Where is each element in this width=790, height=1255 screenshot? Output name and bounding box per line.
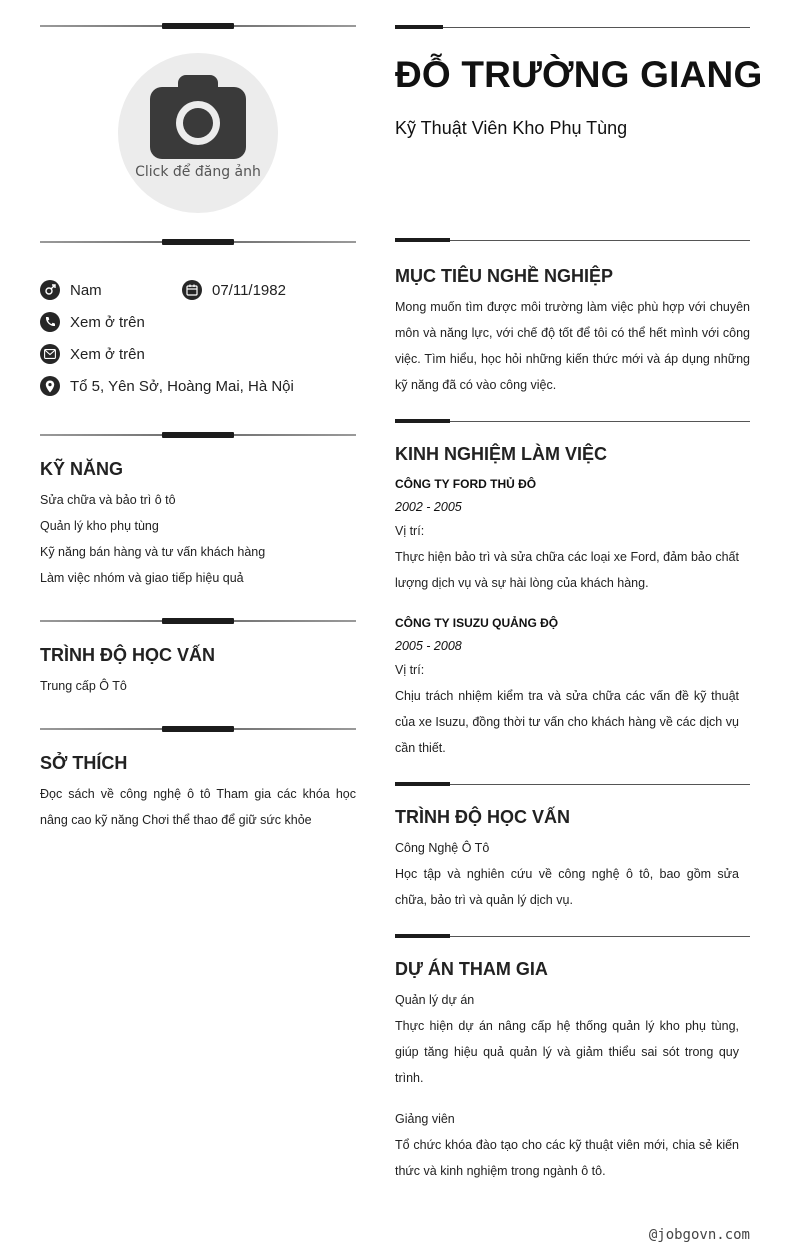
project-role: Quản lý dự án (395, 993, 475, 1007)
job-company: CÔNG TY FORD THỦ ĐÔ (395, 477, 537, 491)
candidate-name: ĐỖ TRƯỜNG GIANG (395, 54, 763, 95)
divider-education-left (40, 616, 356, 626)
address-value: Tổ 5, Yên Sở, Hoàng Mai, Hà Nội (70, 377, 294, 395)
education-left-value: Trung cấp Ô Tô (40, 679, 127, 693)
divider-objective (395, 238, 750, 244)
camera-icon (150, 75, 246, 159)
education-right-heading: TRÌNH ĐỘ HỌC VẤN (395, 807, 570, 827)
skill-item: Kỹ năng bán hàng và tư vấn khách hàng (40, 545, 266, 559)
divider-info (40, 237, 356, 247)
avatar-caption: Click để đăng ảnh (135, 164, 261, 180)
divider-experience (395, 419, 750, 425)
mail-icon (40, 344, 60, 364)
education-description: Học tập và nghiên cứu về công nghệ ô tô, bao gồm sửa chữa, bảo trì và quản lý dịch vụ. (395, 867, 739, 907)
info-phone (40, 312, 145, 332)
location-pin-icon (40, 376, 60, 396)
divider-hobbies (40, 724, 356, 734)
divider-top-left (40, 21, 356, 31)
job-period: 2002 - 2005 (395, 500, 462, 514)
job-period: 2005 - 2008 (395, 639, 462, 653)
hobbies-heading: SỞ THÍCH (40, 753, 128, 773)
skill-item: Làm việc nhóm và giao tiếp hiệu quả (40, 571, 244, 585)
education-left-heading: TRÌNH ĐỘ HỌC VẤN (40, 645, 215, 665)
objective-text: Mong muốn tìm được môi trường làm việc phù hợp với chuyên môn và năng lực, với chế độ tốt để tôi có thể hết mình với công việc. Tìm hiểu, học hỏi những kiến thức mới và áp dụng những kỹ năng đã có vào công việc. (395, 300, 750, 392)
birthdate-value: 07/11/1982 (212, 281, 286, 299)
job-description: Chịu trách nhiệm kiểm tra và sửa chữa các vấn đề kỹ thuật của xe Isuzu, đồng thời tư vấn cho khách hàng về các dịch vụ cần thiết. (395, 689, 739, 755)
calendar-icon (182, 280, 202, 300)
objective-heading: MỤC TIÊU NGHỀ NGHIỆP (395, 266, 614, 286)
hobbies-text: Đọc sách về công nghệ ô tô Tham gia các khóa học nâng cao kỹ năng Chơi thể thao để giữ sức khỏe (40, 787, 356, 827)
divider-skills (40, 430, 356, 440)
gender-icon (40, 280, 60, 300)
skill-item: Sửa chữa và bảo trì ô tô (40, 493, 176, 507)
phone-icon (40, 312, 60, 332)
info-email (40, 344, 145, 364)
experience-heading: KINH NGHIỆM LÀM VIỆC (395, 444, 608, 464)
job-description: Thực hiện bảo trì và sửa chữa các loại xe Ford, đảm bảo chất lượng dịch vụ và sự hài lòng của khách hàng. (395, 550, 739, 590)
education-major: Công Nghệ Ô Tô (395, 841, 490, 855)
project-description: Thực hiện dự án nâng cấp hệ thống quản lý kho phụ tùng, giúp tăng hiệu quả quản lý và giảm thiểu sai sót trong quy trình. (395, 1019, 739, 1085)
project-role: Giảng viên (395, 1112, 455, 1126)
job-position: Vị trí: (395, 524, 425, 538)
job-company: CÔNG TY ISUZU QUẢNG ĐỘ (395, 616, 559, 630)
skill-item: Quản lý kho phụ tùng (40, 519, 159, 533)
gender-value: Nam (70, 281, 102, 299)
job-position: Vị trí: (395, 663, 425, 677)
info-birthdate (182, 280, 286, 300)
projects-heading: DỰ ÁN THAM GIA (395, 959, 548, 979)
candidate-title: Kỹ Thuật Viên Kho Phụ Tùng (395, 118, 628, 138)
divider-projects (395, 934, 750, 940)
skills-heading: KỸ NĂNG (40, 459, 124, 479)
info-address (40, 376, 294, 396)
divider-top-right (395, 25, 750, 31)
avatar-upload[interactable] (118, 53, 278, 213)
email-value: Xem ở trên (70, 345, 145, 363)
phone-value: Xem ở trên (70, 313, 145, 331)
divider-education-right (395, 782, 750, 788)
watermark: @jobgovn.com (648, 1227, 750, 1243)
project-description: Tổ chức khóa đào tạo cho các kỹ thuật viên mới, chia sẻ kiến thức và kinh nghiệm trong ngành ô tô. (395, 1138, 739, 1178)
info-gender (40, 280, 102, 300)
